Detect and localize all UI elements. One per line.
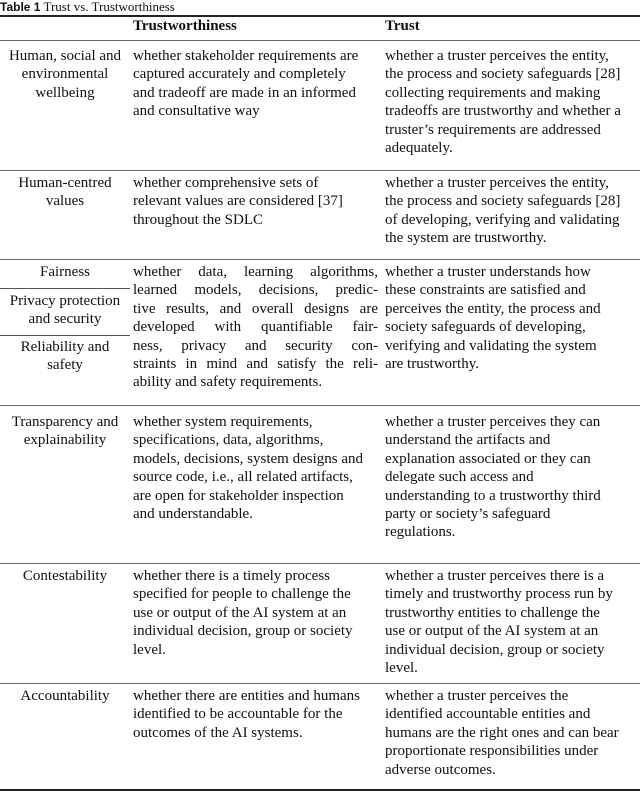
cell-line: level.: [385, 660, 418, 677]
cell-line: environmental: [21, 66, 109, 83]
cell-line: level.: [133, 641, 166, 658]
sub-divider: [0, 288, 130, 289]
cell-line: whether data, learning algorithms,: [133, 264, 378, 280]
cell-line: truster’s requirements are addressed: [385, 121, 601, 138]
cell-line: Transparency and: [11, 414, 119, 430]
cell-line: captured accurately and completely: [133, 66, 346, 83]
header-trustworthiness: Trustworthiness: [133, 18, 237, 34]
cell-line: straints in mind and satisfy the reli-: [133, 356, 378, 373]
row-divider: [0, 563, 640, 564]
cell-line: and tradeoff are made in an informed: [133, 84, 356, 101]
cell-line: wellbeing: [35, 84, 95, 101]
cell-line: the process and society safeguards [28]: [385, 193, 621, 210]
cell-line: these constraints are satisfied and: [385, 282, 586, 299]
cell-line: ability and safety requirements.: [133, 374, 323, 391]
dimension-cell: [0, 413, 130, 450]
row-divider: [0, 170, 640, 171]
trustworthiness-cell: [133, 263, 378, 392]
trustworthiness-cell: [133, 47, 378, 121]
cell-line: Human, social and: [8, 48, 122, 64]
trustworthiness-cell: [133, 174, 378, 229]
cell-line: Reliability and: [20, 339, 110, 355]
dimension-cell: [0, 263, 130, 281]
cell-line: individual decision, group or society: [133, 623, 353, 640]
cell-line: specifications, data, algorithms,: [133, 432, 324, 449]
cell-line: values: [45, 193, 85, 210]
cell-line: adverse outcomes.: [385, 761, 496, 778]
cell-line: perceives the entity, the process and: [385, 300, 601, 317]
cell-line: tradeoffs are trustworthy and whether a: [385, 103, 621, 120]
cell-line: developed with quantifiable fair-: [133, 319, 378, 336]
trust-cell: [385, 687, 635, 779]
trust-cell: [385, 174, 635, 248]
cell-line: tive results, and overall designs are: [133, 300, 378, 317]
cell-line: whether a truster understands how: [385, 264, 591, 280]
cell-line: whether a truster perceives the entity,: [385, 175, 609, 191]
table-caption: [0, 0, 175, 14]
header-rule: [0, 40, 640, 41]
cell-line: and understandable.: [133, 506, 253, 523]
cell-line: identified accountable entities and: [385, 706, 591, 723]
row-divider: [0, 259, 640, 260]
cell-line: proportionate responsibilities under: [385, 743, 599, 760]
cell-line: are trustworthy.: [385, 356, 479, 373]
header-trust: Trust: [385, 18, 420, 34]
dimension-cell: [0, 47, 130, 102]
trustworthiness-cell: [133, 567, 378, 659]
cell-line: explainability: [23, 432, 107, 449]
dimension-cell: [0, 567, 130, 585]
cell-line: source code, i.e., all related artifacts,: [133, 469, 353, 486]
cell-line: whether system requirements,: [133, 414, 313, 430]
dimension-cell: [0, 687, 130, 705]
cell-line: whether stakeholder requirements are: [133, 48, 359, 64]
cell-line: the process and society safeguards [28]: [385, 66, 621, 83]
cell-line: whether there are entities and humans: [133, 688, 360, 704]
cell-line: verifying and validating the system: [385, 337, 597, 354]
cell-line: delegate such access and: [385, 469, 534, 486]
top-rule: [0, 15, 640, 17]
cell-line: outcomes of the AI systems.: [133, 724, 303, 741]
cell-line: Accountability: [20, 688, 110, 704]
cell-line: safety: [47, 357, 83, 374]
cell-line: models, decisions, system designs and: [133, 450, 363, 467]
cell-line: are open for stakeholder inspection: [133, 487, 344, 504]
cell-line: use or output of the AI system at an: [133, 604, 347, 621]
trustworthiness-cell: [133, 413, 378, 523]
cell-line: understand the artifacts and: [385, 432, 551, 449]
cell-line: regulations.: [385, 524, 456, 541]
trust-cell: [385, 263, 635, 373]
cell-line: identified to be accountable for the: [133, 706, 343, 723]
dimension-cell: [0, 338, 130, 375]
cell-line: party or society’s safeguard: [385, 506, 551, 523]
cell-line: individual decision, group or society: [385, 641, 605, 658]
caption-text: Trust vs. Trustworthiness: [43, 0, 175, 14]
cell-line: Fairness: [40, 264, 90, 280]
dimension-cell: [0, 292, 130, 329]
cell-line: learned models, decisions, predic-: [133, 282, 378, 299]
cell-line: relevant values are considered [37]: [133, 193, 343, 210]
cell-line: Privacy protection: [9, 293, 121, 309]
caption-label: Table 1: [0, 0, 41, 14]
cell-line: adequately.: [385, 140, 453, 157]
cell-line: whether a truster perceives they can: [385, 414, 601, 430]
row-divider: [0, 405, 640, 406]
cell-line: whether there is a timely process: [133, 568, 331, 584]
cell-line: whether a truster perceives the: [385, 688, 569, 704]
trust-cell: [385, 567, 635, 677]
cell-line: the system are trustworthy.: [385, 230, 547, 247]
cell-line: specified for people to challenge the: [133, 586, 351, 603]
cell-line: society safeguards of developing,: [385, 319, 586, 336]
trust-cell: [385, 47, 635, 157]
cell-line: explanation associated or they can: [385, 450, 591, 467]
cell-line: and consultative way: [133, 103, 260, 120]
cell-line: Contestability: [22, 568, 108, 584]
trustworthiness-cell: [133, 687, 378, 742]
cell-line: whether a truster perceives the entity,: [385, 48, 609, 64]
cell-line: Human-centred: [18, 175, 112, 191]
cell-line: of developing, verifying and validating: [385, 211, 620, 228]
cell-line: ness, privacy and security con-: [133, 337, 378, 354]
sub-divider: [0, 335, 130, 336]
cell-line: understanding to a trustworthy third: [385, 487, 601, 504]
cell-line: throughout the SDLC: [133, 211, 263, 228]
trust-cell: [385, 413, 635, 542]
cell-line: and security: [28, 311, 102, 328]
cell-line: trustworthy entities to challenge the: [385, 604, 600, 621]
cell-line: humans are the right ones and can bear: [385, 724, 619, 741]
dimension-cell: [0, 174, 130, 211]
cell-line: whether comprehensive sets of: [133, 175, 319, 191]
cell-line: use or output of the AI system at an: [385, 623, 599, 640]
row-divider: [0, 683, 640, 684]
cell-line: timely and trustworthy process run by: [385, 586, 613, 603]
cell-line: collecting requirements and making: [385, 84, 601, 101]
bottom-rule: [0, 789, 640, 791]
cell-line: whether a truster perceives there is a: [385, 568, 605, 584]
